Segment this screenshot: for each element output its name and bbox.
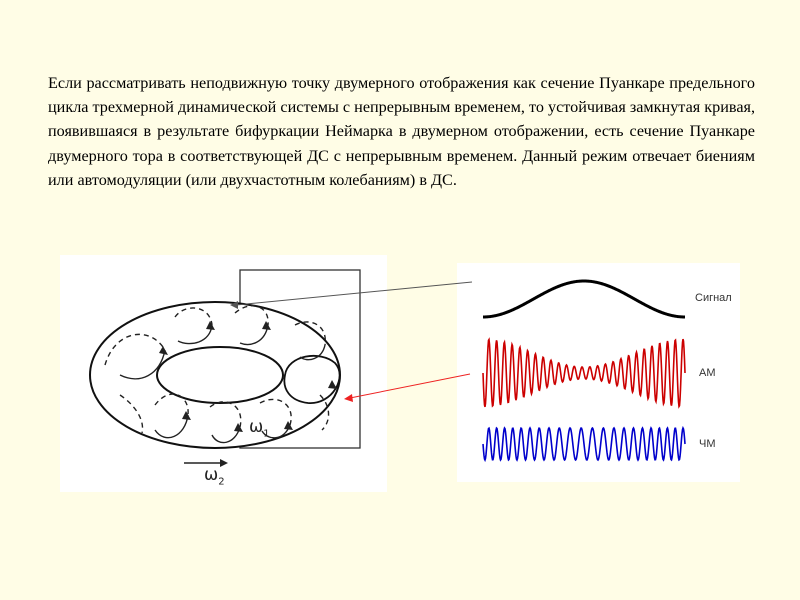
signal-waveform (483, 281, 685, 317)
fm-waveform (483, 428, 685, 460)
main-paragraph: Если рассматривать неподвижную точку двумерного отображения как сечение Пуанкаре предельного цикла трехмерной динамической системы с непрерывным временем, то устойчивая замкнутая кривая, появившаяся в результате бифуркации Неймарка в двумерном отображении, есть сечение Пуанкаре двумерного тора в соответствующей ДС с непрерывным временем. Данный режим отвечает биениям или автомодуляции (или двухчастотным колебаниям) в ДС. (48, 74, 755, 189)
signal-panel (457, 263, 740, 482)
omega1-label: $\omega_1$ (249, 417, 270, 440)
torus-inner-hole (157, 347, 283, 403)
am-waveform (483, 339, 685, 407)
torus-drawing (60, 255, 387, 492)
signal-label: Сигнал (695, 292, 732, 304)
torus-diagram (60, 255, 387, 492)
omega2-label: $\omega_2$ (204, 465, 225, 488)
am-label: АМ (699, 367, 716, 379)
fm-label: ЧМ (699, 438, 716, 450)
